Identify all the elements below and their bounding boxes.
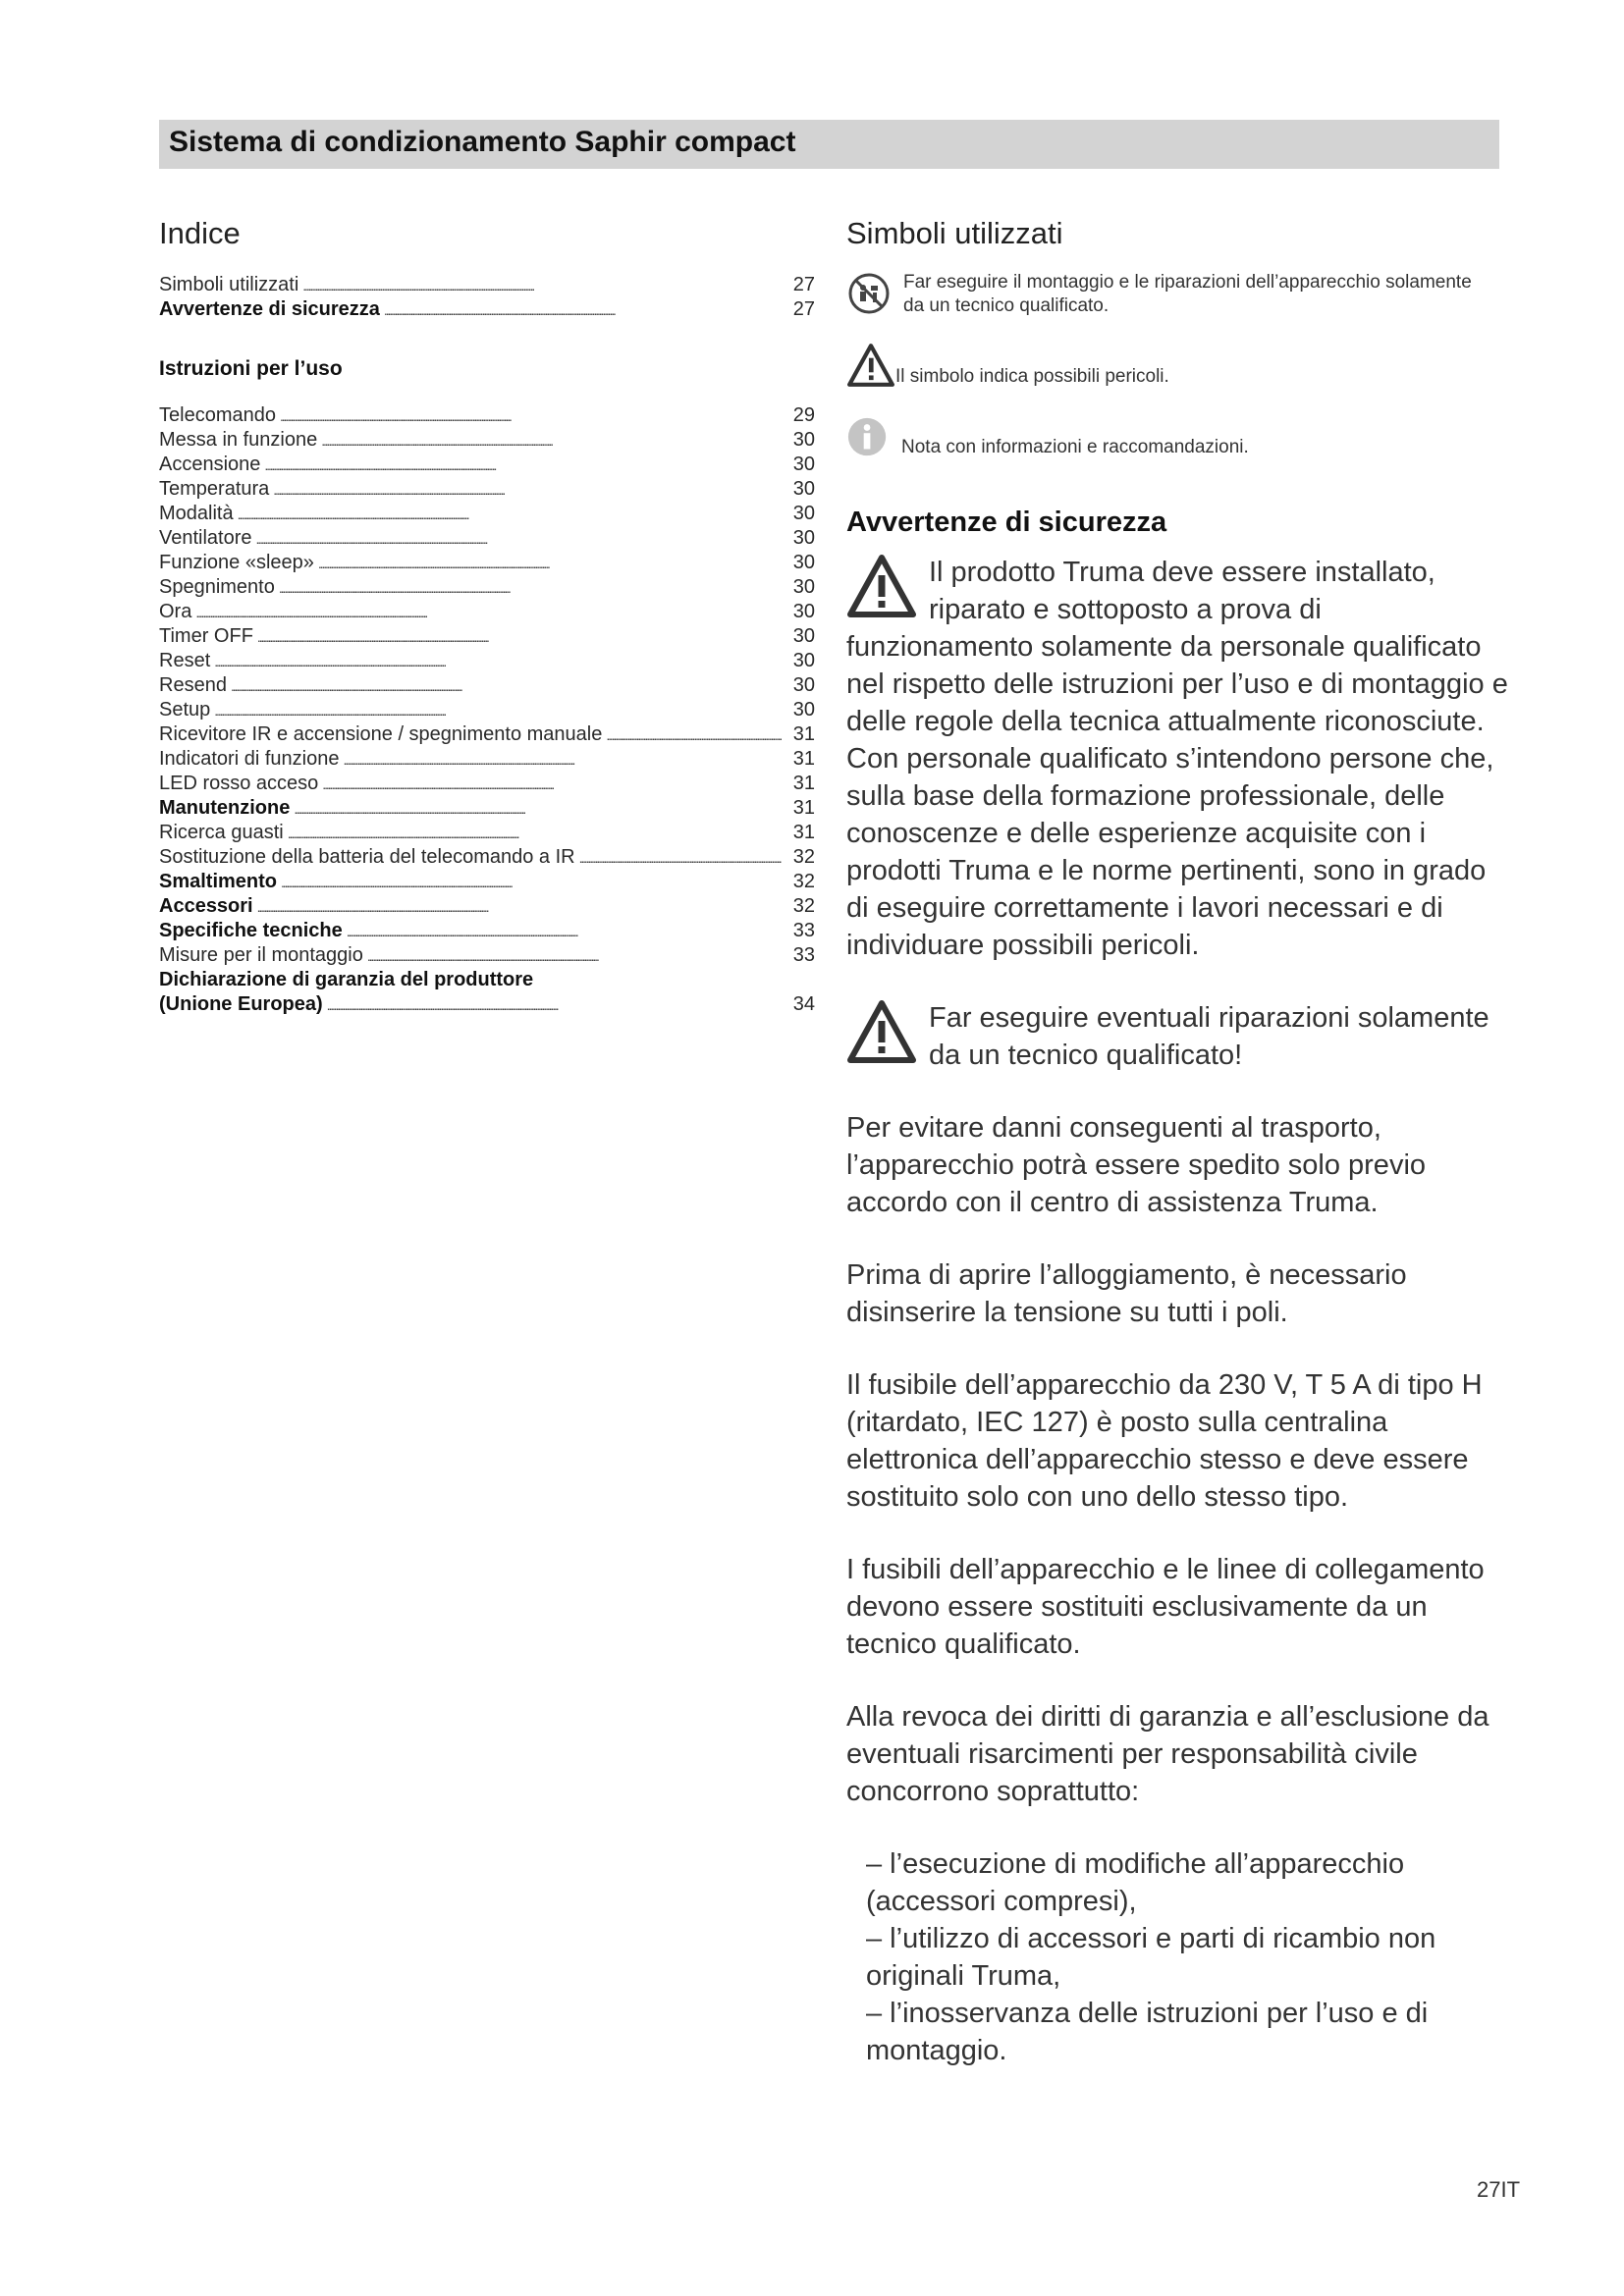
toc-leader-dots (318, 551, 782, 576)
toc-label: Dichiarazione di garanzia del produttore (159, 969, 534, 990)
toc-page-number: 29 (792, 404, 815, 426)
toc-leader-dots (257, 624, 782, 650)
toc-label: Ricerca guasti (159, 822, 284, 843)
toc-row[interactable] (159, 698, 815, 722)
toc-row[interactable] (159, 845, 815, 870)
toc-label: Resend (159, 674, 227, 696)
toc-leader-dots (273, 477, 782, 503)
toc-leader-dots (280, 403, 782, 429)
toc-label: Sostituzione della batteria del telecomando a IR (159, 846, 575, 868)
toc-leader-dots (214, 649, 782, 674)
toc-items (159, 403, 815, 968)
toc-subsection-title: Istruzioni per l’uso (159, 357, 343, 380)
toc-page-number: 31 (792, 748, 815, 770)
toc-leader-dots (343, 747, 782, 773)
toc-page-number: 30 (792, 454, 815, 475)
toc-label: Spegnimento (159, 576, 275, 598)
toc-leader-dots (384, 297, 782, 323)
toc-page-number: 30 (792, 527, 815, 549)
symbol-technician (846, 271, 1514, 318)
toc-row[interactable] (159, 600, 815, 624)
safety-paragraph-2: Far eseguire eventuali riparazioni solamente da un tecnico qualificato! (929, 1002, 1489, 1071)
toc-label: Setup (159, 699, 211, 721)
toc-label: Ventilatore (159, 527, 252, 549)
toc-label: Avvertenze di sicurezza (159, 298, 380, 320)
toc-page-number: 31 (792, 773, 815, 794)
toc-leader-dots (288, 821, 782, 846)
safety-warning-1 (846, 554, 1514, 964)
toc-page-number: 31 (792, 822, 815, 843)
toc-page-number: 33 (792, 944, 815, 966)
symbol-technician-text: Far eseguire il montaggio e le riparazioni dell’apparecchio solamente da un tecnico qualificato. (903, 272, 1472, 316)
toc-row[interactable] (159, 943, 815, 968)
toc-leader-dots (256, 526, 782, 552)
toc-label: Smaltimento (159, 871, 278, 892)
toc-label: Timer OFF (159, 625, 253, 647)
toc-page-number: 30 (792, 601, 815, 622)
toc-label: Specifiche tecniche (159, 920, 343, 941)
toc-row[interactable] (159, 747, 815, 772)
toc-label: Ora (159, 601, 192, 622)
technician-icon (846, 271, 892, 316)
list-item: – l’esecuzione di modifiche all’apparecchio (accessori compresi), (866, 1848, 1405, 1917)
symbol-danger-text: Il simbolo indica possibili pericoli. (895, 366, 1169, 387)
warning-triangle-icon (846, 342, 895, 389)
toc-title: Indice (159, 216, 241, 250)
toc-row[interactable] (159, 772, 815, 796)
toc-row[interactable] (159, 673, 815, 698)
symbol-note-text: Nota con informazioni e raccomandazioni. (901, 437, 1249, 457)
toc-label: Telecomando (159, 404, 276, 426)
toc-leader-dots (231, 673, 782, 699)
toc-page-number: 27 (792, 274, 815, 295)
toc-leader-dots (322, 772, 782, 797)
toc-row[interactable] (159, 428, 815, 453)
toc-row[interactable] (159, 551, 815, 575)
toc-page-number: 30 (792, 429, 815, 451)
toc-row[interactable] (159, 894, 815, 919)
toc-row[interactable] (159, 575, 815, 600)
toc-leader-dots (347, 919, 782, 944)
toc-row[interactable] (159, 649, 815, 673)
toc-row[interactable] (159, 526, 815, 551)
toc-page-number: 32 (792, 895, 815, 917)
warning-triangle-icon (846, 554, 917, 618)
toc-row-warranty-line2[interactable] (159, 992, 815, 1017)
info-icon (846, 416, 890, 459)
toc-page-number: 30 (792, 674, 815, 696)
toc-leader-dots (214, 698, 782, 723)
toc-row[interactable] (159, 722, 815, 747)
toc-row[interactable] (159, 297, 815, 322)
toc-row[interactable] (159, 477, 815, 502)
warning-triangle-icon (846, 999, 917, 1064)
toc-label: Indicatori di funzione (159, 748, 340, 770)
toc-page-number: 31 (792, 723, 815, 745)
toc-label: LED rosso acceso (159, 773, 319, 794)
toc-row[interactable] (159, 453, 815, 477)
toc-label: Simboli utilizzati (159, 274, 299, 295)
symbol-note (846, 416, 1514, 459)
toc-leader-dots (257, 894, 782, 920)
toc-leader-dots (579, 845, 782, 871)
toc-leader-dots (367, 943, 782, 969)
page-number: 27IT (1477, 2177, 1521, 2202)
toc-label: Funzione «sleep» (159, 552, 314, 573)
toc-leader-dots (238, 502, 782, 527)
safety-warning-2 (846, 999, 1514, 1074)
toc-leader-dots (302, 273, 782, 298)
toc-label: Manutenzione (159, 797, 291, 819)
safety-title: Avvertenze di sicurezza (846, 507, 1167, 538)
toc-page-number: 32 (792, 871, 815, 892)
toc-row-warranty-line1[interactable] (159, 968, 815, 992)
toc-page-number: 30 (792, 650, 815, 671)
document-title: Sistema di condizionamento Saphir compact (169, 126, 796, 158)
list-item: – l’inosservanza delle istruzioni per l’uso e di montaggio. (866, 1998, 1429, 2066)
safety-paragraph-1: Il prodotto Truma deve essere installato, riparato e sottoposto a prova di funzionamento solamente da personale qualificato nel rispetto delle istruzioni per l’uso e di montaggio e delle regole della tecnica attualmente riconosciute. Con personale qualificato s’intendono persone che, sulla base della formazione professionale, delle conoscenze e delle esperienze acquisite con i prodotti Truma e le norme pertinenti, sono in grado di eseguire correttamente i lavori necessari e di individuare possibili pericoli. (846, 557, 1508, 961)
toc-column (159, 214, 815, 1017)
toc-leader-dots (195, 600, 782, 625)
toc-row[interactable] (159, 821, 815, 845)
toc-page-number: 30 (792, 625, 815, 647)
toc-label: Ricevitore IR e accensione / spegnimento manuale (159, 723, 603, 745)
safety-paragraph-7: Alla revoca dei diritti di garanzia e all’esclusione da eventuali risarcimenti per responsabilità civile concorrono soprattutto: (846, 1701, 1489, 1807)
toc-label: Misure per il montaggio (159, 944, 363, 966)
toc-row[interactable] (159, 919, 815, 943)
symbols-title: Simboli utilizzati (846, 216, 1063, 250)
symbol-danger (846, 342, 1514, 389)
toc-page-number: 31 (792, 797, 815, 819)
safety-paragraph-6: I fusibili dell’apparecchio e le linee di collegamento devono essere sostituiti esclusivamente da un tecnico qualificato. (846, 1554, 1485, 1660)
toc-page-number: 30 (792, 503, 815, 524)
safety-paragraph-3: Per evitare danni conseguenti al trasporto, l’apparecchio potrà essere spedito solo previo accordo con il centro di assistenza Truma. (846, 1112, 1427, 1218)
toc-leader-dots (294, 796, 782, 822)
toc-label: Accensione (159, 454, 261, 475)
safety-paragraph-5: Il fusibile dell’apparecchio da 230 V, T 5 A di tipo H (ritardato, IEC 127) è posto sulla centralina elettronica dell’apparecchio stesso e deve essere sostituito solo con uno dello stesso tipo. (846, 1369, 1483, 1513)
safety-paragraph-4: Prima di aprire l’alloggiamento, è necessario disinserire la tensione su tutti i poli. (846, 1259, 1407, 1328)
toc-label: Temperatura (159, 478, 270, 500)
toc-row[interactable] (159, 796, 815, 821)
toc-row[interactable] (159, 502, 815, 526)
toc-page-number: 30 (792, 552, 815, 573)
content-column (846, 214, 1514, 2069)
toc-intro (159, 273, 815, 322)
toc-label: Messa in funzione (159, 429, 318, 451)
toc-leader-dots (327, 992, 782, 1018)
toc-row[interactable] (159, 870, 815, 894)
toc-page-number: 30 (792, 699, 815, 721)
header-bar (159, 120, 1499, 169)
toc-page-number: 34 (792, 993, 815, 1015)
toc-page-number: 27 (792, 298, 815, 320)
toc-leader-dots (264, 453, 782, 478)
toc-leader-dots (279, 575, 782, 601)
list-item: – l’utilizzo di accessori e parti di ricambio non originali Truma, (866, 1923, 1436, 1992)
toc-label: (Unione Europea) (159, 993, 323, 1015)
toc-page-number: 33 (792, 920, 815, 941)
toc-label: Accessori (159, 895, 253, 917)
toc-row[interactable] (159, 403, 815, 428)
toc-leader-dots (281, 870, 782, 895)
toc-page-number: 30 (792, 478, 815, 500)
toc-page-number: 32 (792, 846, 815, 868)
toc-page-number: 30 (792, 576, 815, 598)
toc-row[interactable] (159, 624, 815, 649)
toc-leader-dots (606, 722, 782, 748)
toc-label: Reset (159, 650, 211, 671)
toc-row[interactable] (159, 273, 815, 297)
toc-label: Modalità (159, 503, 234, 524)
toc-leader-dots (321, 428, 782, 454)
